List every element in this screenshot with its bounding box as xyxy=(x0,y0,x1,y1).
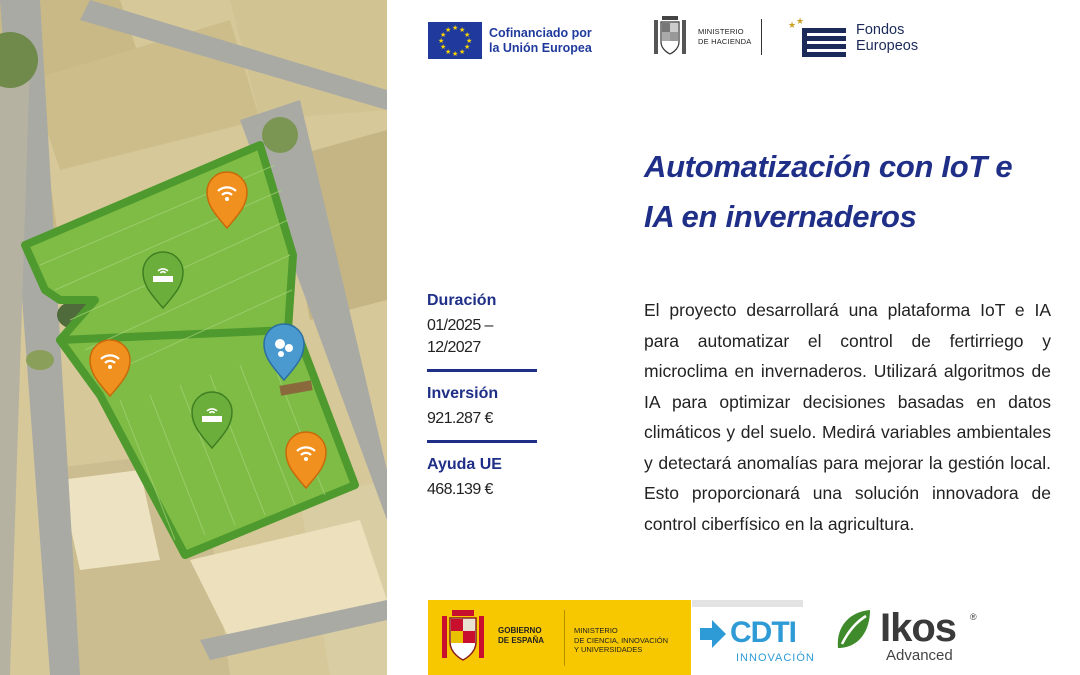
divider xyxy=(427,369,537,372)
hacienda-text-1: MINISTERIO xyxy=(698,27,744,36)
ikos-registered-mark: ® xyxy=(970,612,977,622)
project-description: El proyecto desarrollará una plataforma IoT e IA para automatizar el control de fertirriego y microclima en invernaderos. Utilizará algoritmos de IA para optimizar decisiones basadas en datos climáticos y del suelo. Medirá variables ambientales y detectará anomalías para mejorar la gestión local. Esto proporcionará una solución innovadora de control ciberfísico en la agricultura. xyxy=(644,300,1051,534)
leaf-icon xyxy=(834,608,872,652)
cdti-bar xyxy=(692,600,803,607)
project-title-line-2: IA en invernaderos xyxy=(644,199,917,234)
fondos-text-2: Europeos xyxy=(856,38,919,54)
aid-value: 468.139 € xyxy=(427,481,493,498)
eu-cofunding-text: Cofinanciado por xyxy=(489,25,592,40)
gobierno-text-2: DE ESPAÑA xyxy=(498,636,545,645)
greenhouse-map xyxy=(0,0,387,675)
eu-cofunding-logo xyxy=(428,22,592,59)
svg-text:★: ★ xyxy=(796,16,805,26)
fondos-europeos-icon xyxy=(786,16,848,60)
ministerio-text-3: Y UNIVERSIDADES xyxy=(574,645,643,654)
gobierno-text-1: GOBIERNO xyxy=(498,626,542,635)
logo-divider xyxy=(761,19,762,55)
svg-text:★: ★ xyxy=(788,20,797,30)
ministerio-hacienda-logo xyxy=(650,14,762,60)
duration-value: 01/2025 – 12/2027 xyxy=(427,317,493,356)
fondos-europeos-logo xyxy=(786,16,918,60)
eu-flag-icon: ★ ★ ★ ★ ★ ★ ★ ★ ★ ★ ★ ★ xyxy=(428,22,482,59)
spain-coat-of-arms-icon xyxy=(650,14,690,60)
logo-divider xyxy=(564,610,565,666)
project-title xyxy=(644,142,1046,242)
project-title-line-1: Automatización con IoT e xyxy=(644,149,1013,184)
investment-value: 921.287 € xyxy=(427,410,493,427)
project-info xyxy=(427,291,539,501)
duration-label: Duración xyxy=(427,292,497,309)
cdti-arrow-icon xyxy=(698,618,728,650)
ikos-name: Ikos xyxy=(880,606,957,650)
cdti-name: CDTI xyxy=(730,616,796,649)
investment-label: Inversión xyxy=(427,385,499,402)
ministerio-text-2: DE CIENCIA, INNOVACIÓN xyxy=(574,635,669,645)
divider xyxy=(427,440,537,443)
ikos-subtitle: Advanced xyxy=(886,647,953,664)
ministerio-text-1: MINISTERIO xyxy=(574,626,618,635)
cdti-subtitle: INNOVACIÓN xyxy=(736,652,815,664)
eu-cofunding-text-2: la Unión Europea xyxy=(489,40,592,55)
aid-label: Ayuda UE xyxy=(427,456,502,473)
cdti-logo xyxy=(692,600,815,675)
spain-coat-of-arms-icon xyxy=(438,608,488,666)
fondos-text-1: Fondos xyxy=(856,22,905,38)
hacienda-text-2: DE HACIENDA xyxy=(698,37,752,46)
gobierno-espana-logo xyxy=(428,600,691,675)
